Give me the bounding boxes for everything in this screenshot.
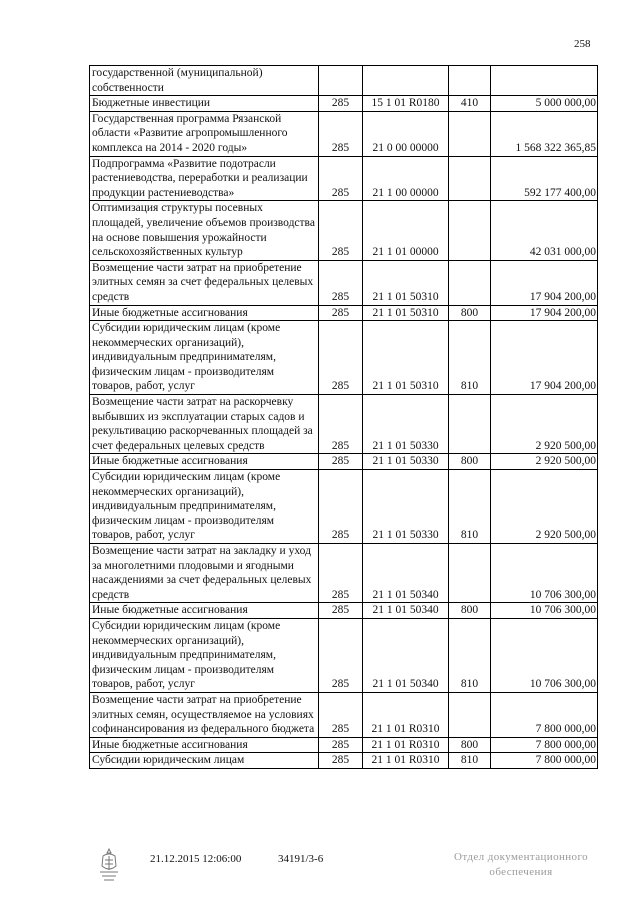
- row-expense-type: [449, 66, 491, 96]
- row-target-code: 21 1 01 00000: [363, 201, 449, 260]
- row-name: Субсидии юридическим лицам (кроме некоммерческих организаций), индивидуальным предпринимателям, физическим лицам - производителям товаров, работ, услуг: [90, 321, 319, 395]
- row-expense-type: 800: [449, 603, 491, 619]
- row-ministry: 285: [319, 753, 363, 769]
- table-row: [90, 156, 598, 201]
- row-expense-type: [449, 692, 491, 737]
- row-name: Возмещение части затрат на приобретение элитных семян за счет федеральных целевых средств: [90, 260, 319, 305]
- row-ministry: 285: [319, 156, 363, 201]
- row-target-code: 21 1 01 50310: [363, 305, 449, 321]
- table-row: [90, 305, 598, 321]
- row-name: Субсидии юридическим лицам (кроме некоммерческих организаций), индивидуальным предпринимателям, физическим лицам - производителям товаров, работ, услуг: [90, 618, 319, 692]
- row-ministry: 285: [319, 201, 363, 260]
- table-row: [90, 321, 598, 395]
- row-target-code: 21 1 01 50330: [363, 470, 449, 544]
- row-amount: 10 706 300,00: [491, 603, 598, 619]
- row-expense-type: 800: [449, 305, 491, 321]
- row-expense-type: 800: [449, 737, 491, 753]
- table-row: [90, 753, 598, 769]
- row-name: Оптимизация структуры посевных площадей, увеличение объемов производства на основе повышения урожайности сельскохозяйственных культур: [90, 201, 319, 260]
- row-name: Иные бюджетные ассигнования: [90, 737, 319, 753]
- row-expense-type: 810: [449, 753, 491, 769]
- row-amount: 1 568 322 365,85: [491, 111, 598, 156]
- row-target-code: 21 1 01 50310: [363, 321, 449, 395]
- table-row: [90, 260, 598, 305]
- table-row: [90, 201, 598, 260]
- row-amount: 10 706 300,00: [491, 544, 598, 603]
- row-ministry: [319, 66, 363, 96]
- row-amount: 2 920 500,00: [491, 454, 598, 470]
- row-ministry: 285: [319, 305, 363, 321]
- row-expense-type: [449, 156, 491, 201]
- row-name: Бюджетные инвестиции: [90, 96, 319, 112]
- row-name: государственной (муниципальной) собственности: [90, 66, 319, 96]
- row-amount: 2 920 500,00: [491, 395, 598, 454]
- row-amount: 17 904 200,00: [491, 260, 598, 305]
- table-row: [90, 544, 598, 603]
- row-ministry: 285: [319, 395, 363, 454]
- row-amount: 7 800 000,00: [491, 737, 598, 753]
- row-name: Государственная программа Рязанской области «Развитие агропромышленного комплекса на 2014 - 2020 годы»: [90, 111, 319, 156]
- row-target-code: 21 1 00 00000: [363, 156, 449, 201]
- row-target-code: 21 1 01 50330: [363, 395, 449, 454]
- row-expense-type: 810: [449, 470, 491, 544]
- row-amount: 5 000 000,00: [491, 96, 598, 112]
- row-name: Иные бюджетные ассигнования: [90, 454, 319, 470]
- row-target-code: 21 1 01 R0310: [363, 753, 449, 769]
- row-target-code: 21 1 01 R0310: [363, 692, 449, 737]
- row-target-code: 21 1 01 50330: [363, 454, 449, 470]
- budget-table: [89, 65, 598, 769]
- table-row: [90, 96, 598, 112]
- row-ministry: 285: [319, 111, 363, 156]
- table-row: [90, 692, 598, 737]
- row-amount: 10 706 300,00: [491, 618, 598, 692]
- footer-datetime: 21.12.2015 12:06:00: [150, 853, 242, 865]
- row-expense-type: 800: [449, 454, 491, 470]
- page-number: 258: [574, 38, 591, 50]
- table-row: [90, 395, 598, 454]
- row-ministry: 285: [319, 96, 363, 112]
- row-amount: 7 800 000,00: [491, 692, 598, 737]
- row-ministry: 285: [319, 737, 363, 753]
- row-ministry: 285: [319, 692, 363, 737]
- row-expense-type: [449, 544, 491, 603]
- row-name: Возмещение части затрат на приобретение элитных семян, осуществляемое на условиях софинансирования из федерального бюджета: [90, 692, 319, 737]
- row-target-code: 21 1 01 50310: [363, 260, 449, 305]
- row-expense-type: [449, 111, 491, 156]
- row-amount: 592 177 400,00: [491, 156, 598, 201]
- row-amount: 17 904 200,00: [491, 305, 598, 321]
- emblem-icon: [96, 846, 122, 882]
- row-name: Субсидии юридическим лицам (кроме некоммерческих организаций), индивидуальным предпринимателям, физическим лицам - производителям товаров, работ, услуг: [90, 470, 319, 544]
- row-ministry: 285: [319, 544, 363, 603]
- row-name: Подпрограмма «Развитие подотрасли растениеводства, переработки и реализации продукции растениеводства»: [90, 156, 319, 201]
- row-amount: [491, 66, 598, 96]
- stamp-line-2: обеспечения: [489, 866, 553, 878]
- row-amount: 7 800 000,00: [491, 753, 598, 769]
- row-expense-type: [449, 260, 491, 305]
- row-target-code: 21 1 01 R0310: [363, 737, 449, 753]
- row-ministry: 285: [319, 470, 363, 544]
- table-row: [90, 618, 598, 692]
- table-row: [90, 737, 598, 753]
- row-name: Субсидии юридическим лицам: [90, 753, 319, 769]
- row-name: Возмещение части затрат на закладку и уход за многолетними плодовыми и ягодными насаждениями за счет федеральных целевых средств: [90, 544, 319, 603]
- row-ministry: 285: [319, 618, 363, 692]
- row-expense-type: [449, 395, 491, 454]
- row-target-code: 21 1 01 50340: [363, 544, 449, 603]
- table-row: [90, 470, 598, 544]
- row-amount: 2 920 500,00: [491, 470, 598, 544]
- row-name: Иные бюджетные ассигнования: [90, 305, 319, 321]
- row-name: Возмещение части затрат на раскорчевку выбывших из эксплуатации старых садов и рекультивацию раскорчеванных площадей за счет федеральных целевых средств: [90, 395, 319, 454]
- row-ministry: 285: [319, 454, 363, 470]
- table-row: [90, 111, 598, 156]
- department-stamp: [446, 850, 596, 880]
- row-amount: 42 031 000,00: [491, 201, 598, 260]
- row-target-code: 21 1 01 50340: [363, 603, 449, 619]
- table-row: [90, 66, 598, 96]
- row-expense-type: 810: [449, 321, 491, 395]
- table-row: [90, 603, 598, 619]
- row-ministry: 285: [319, 260, 363, 305]
- table-row: [90, 454, 598, 470]
- row-target-code: 21 0 00 00000: [363, 111, 449, 156]
- row-target-code: [363, 66, 449, 96]
- row-expense-type: 810: [449, 618, 491, 692]
- row-amount: 17 904 200,00: [491, 321, 598, 395]
- row-ministry: 285: [319, 603, 363, 619]
- footer-doc-number: 34191/3-6: [278, 853, 324, 865]
- row-target-code: 21 1 01 50340: [363, 618, 449, 692]
- budget-table-body: [90, 66, 598, 769]
- stamp-line-1: Отдел документационного: [453, 851, 588, 863]
- row-name: Иные бюджетные ассигнования: [90, 603, 319, 619]
- row-ministry: 285: [319, 321, 363, 395]
- row-target-code: 15 1 01 R0180: [363, 96, 449, 112]
- row-expense-type: [449, 201, 491, 260]
- row-expense-type: 410: [449, 96, 491, 112]
